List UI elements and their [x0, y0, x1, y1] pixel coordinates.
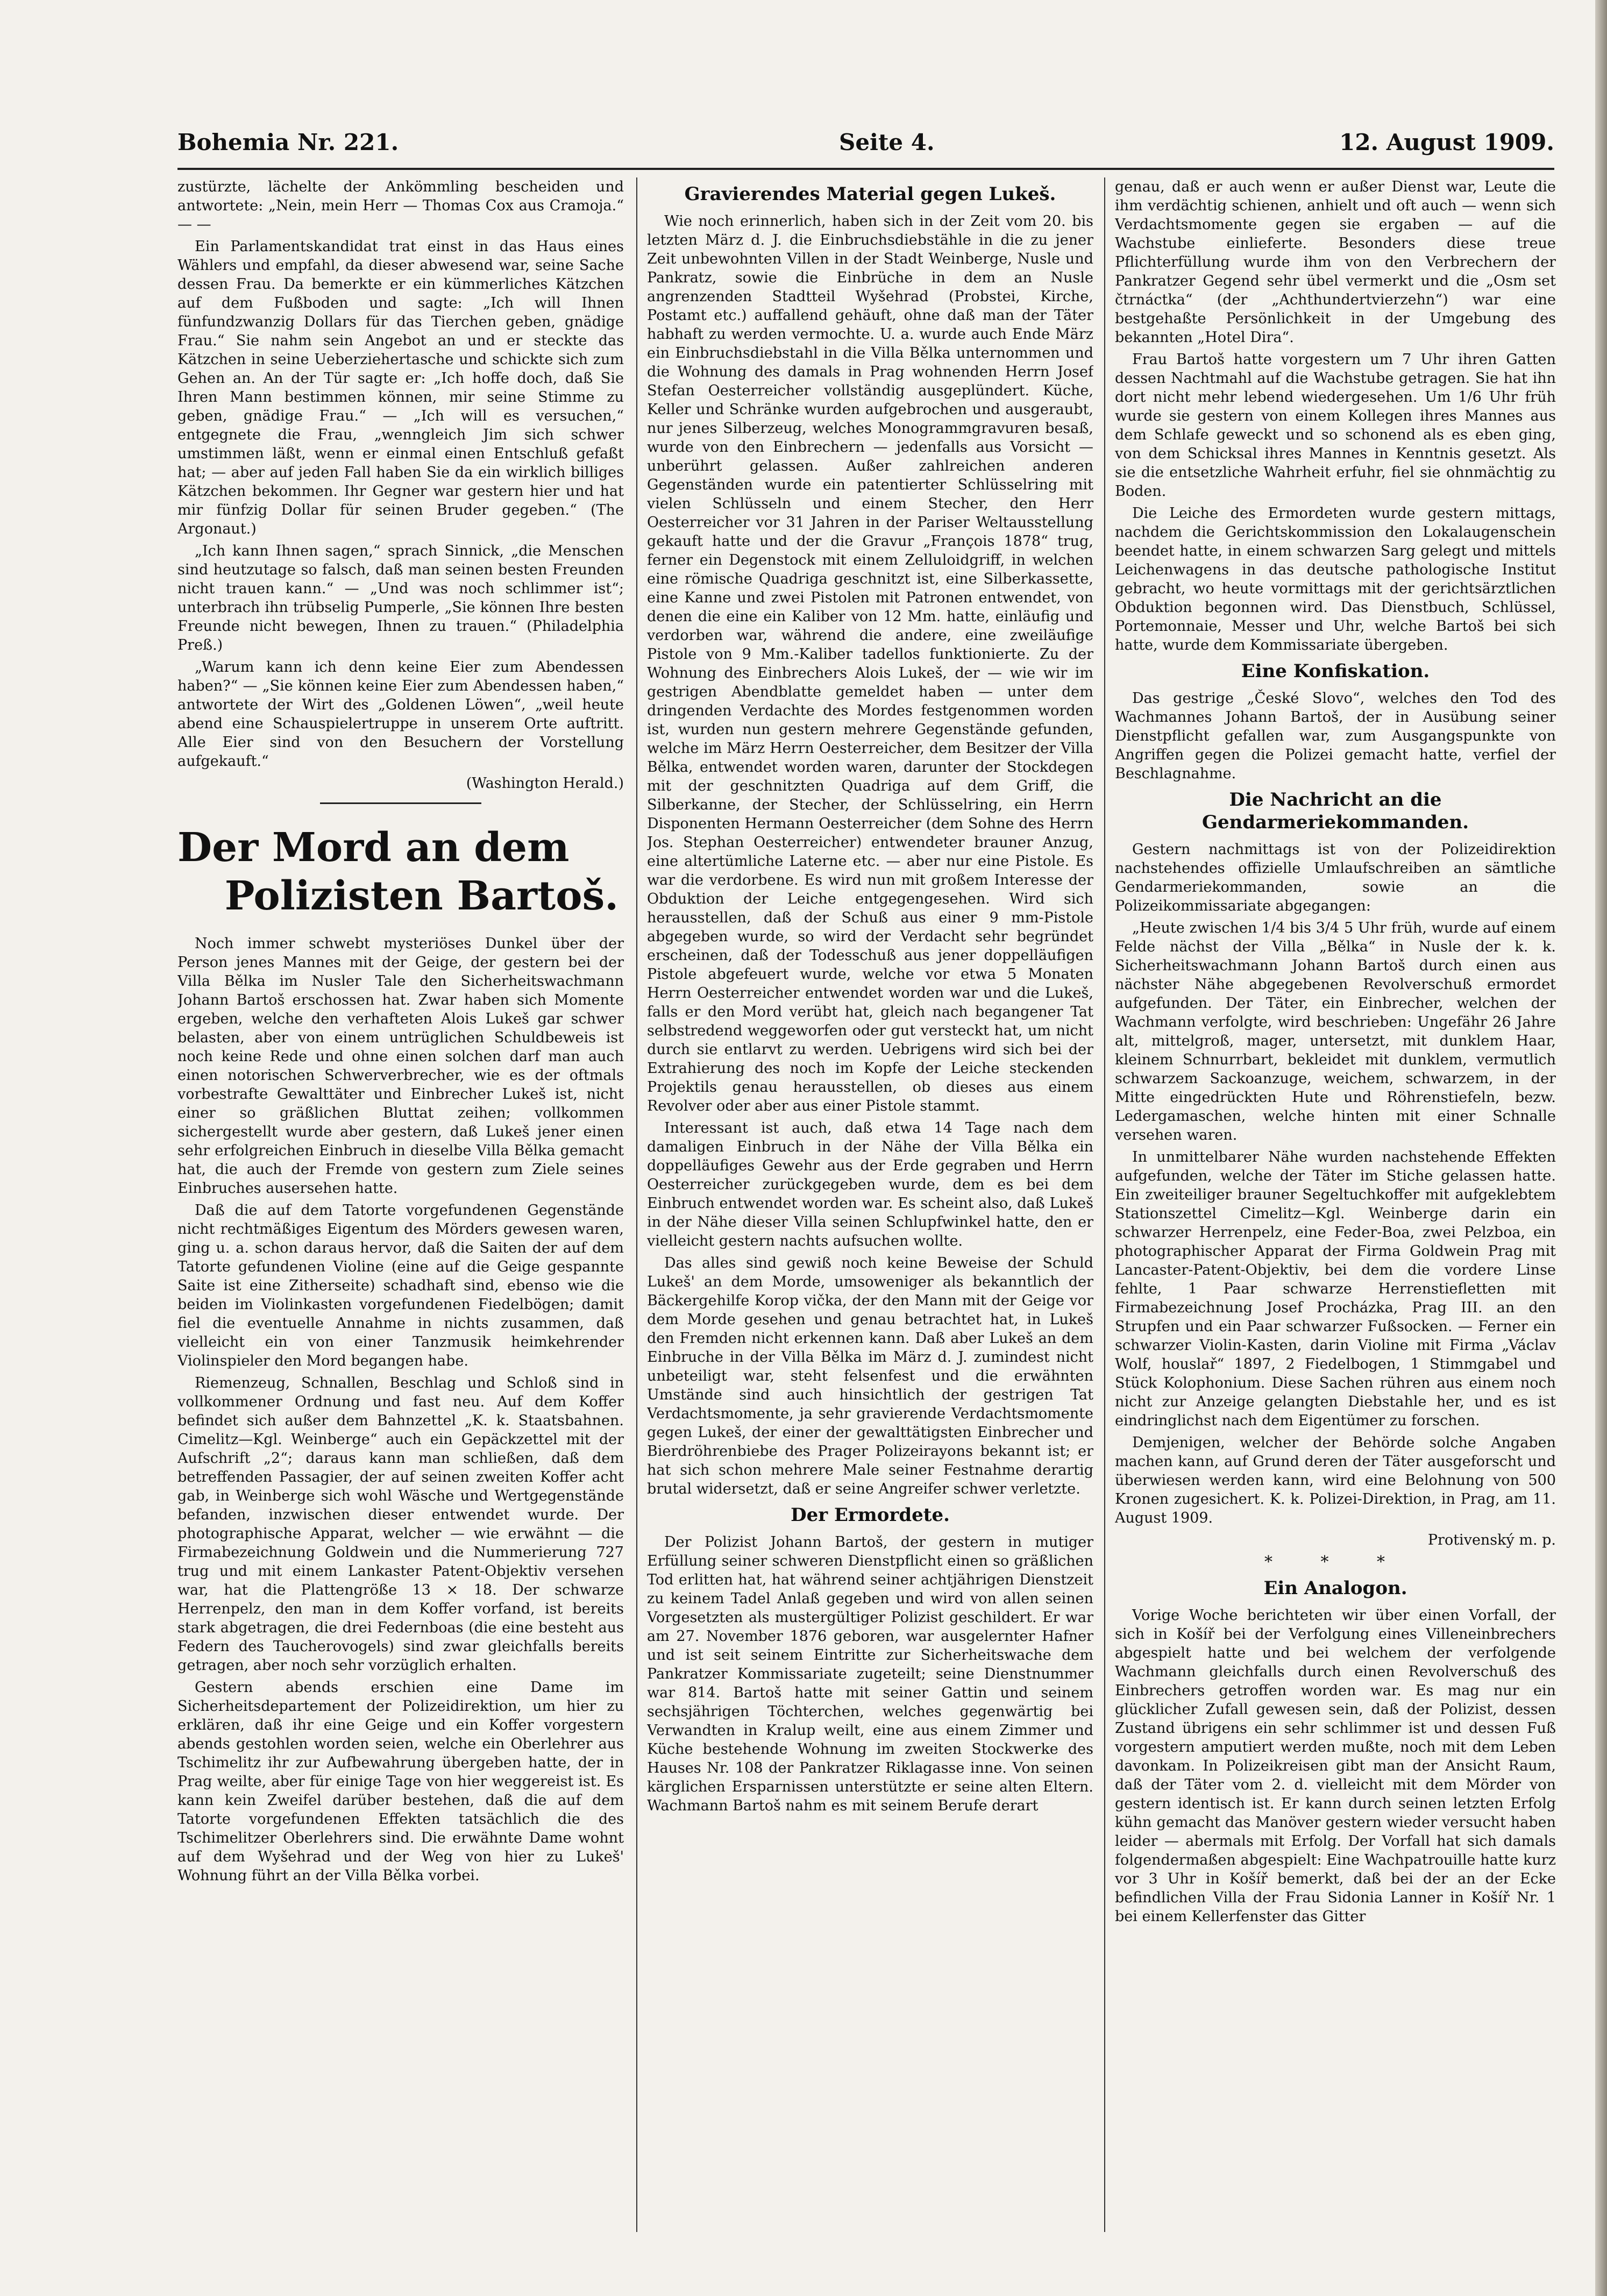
paragraph: Der Polizist Johann Bartoš, der gestern in mutiger Erfüllung seiner schweren Dienstpflicht einen so gräßlichen Tod erlitten hat, hat während seiner achtjährigen Dienstzeit zu keinem Tadel Anlaß gegeben und wird von allen seinen Vorgesetzten als mustergültiger Polizist geschildert. Er war am 27. November 1876 geboren, war ausgelernter Hafner und ist seit seinem Eintritte zur Sicherheitswache dem Pankratzer Kommissariate zugeteilt; seine Dienstnummer war 814. Bartoš hatte mit seiner Gattin und seinem sechsjährigen Töchterchen, welches gegenwärtig bei Verwandten in Kralup weilt, eine aus einem Zimmer und Küche bestehende Wohnung im zweiten Stockwerke des Hauses Nr. 108 der Pankratzer Riklagasse inne. Von seinen kärglichen Ersparnissen unterstützte er seine alten Eltern. Wachmann Bartoš nahm es mit seinem Berufe derart — [647, 1534, 1093, 1814]
section-heading: Gravierendes Material gegen Lukeš. — [684, 183, 1056, 205]
paragraph: Demjenigen, welcher der Behörde solche Angaben machen kann, auf Grund deren der Täter ausgeforscht und überwiesen werden kann, wird eine Belohnung von 500 Kronen zugesichert. K. k. Polizei-Direktion, in Prag, am 11. August 1909. — [1115, 1434, 1556, 1526]
section-rule — [320, 802, 481, 804]
paragraph: In unmittelbarer Nähe wurden nachstehende Effekten aufgefunden, welche der Täter im Stiche gelassen hatte. Ein zweiteiliger brauner Segeltuchkoffer mit aufgeklebtem Stationszettel Cimelitz—Kgl. Weinberge darin ein schwarzer Herrenpelz, eine Feder-Boa, zwei Pelzboa, ein photographischer Apparat der Firma Goldwein Prag mit Lancaster-Patent-Objektiv, bei dem die vordere Linse fehlte, 1 Paar schwarze Herrenstiefletten mit Firmabezeichnung Josef Procházka, Prag III. an den Strupfen und ein Paar schwarzer Fußsocken. — Ferner ein schwarzer Violin-Kasten, darin Violine mit Firma „Václav Wolf, houslař“ 1897, 2 Fiedelbogen, 1 Stimmgabel und Stück Kolophonium. Diese Sachen rühren aus einem noch nicht zur Anzeige gelangten Diebstahle her, und es ist eindringlichst nach dem Eigentümer zu forschen. — [1115, 1149, 1556, 1429]
article-title-line-2: Polizisten Bartoš. — [224, 873, 618, 919]
paragraph: Ein Parlamentskandidat trat einst in das Haus eines Wählers und empfahl, da dieser abwesend war, seine Sache dessen Frau. Da bemerkte er ein kümmerliches Kätzchen auf dem Fußboden und sagte: „Ich will Ihnen fünfundzwanzig Dollars für das Tierchen geben, gnädige Frau.“ Sie nahm sein Angebot an und er steckte das Kätzchen in seine Ueberziehertasche und schickte sich zum Gehen an. An der Tür sagte er: „Ich hoffe doch, daß Sie Ihren Mann bestimmen können, mir seine Stimme zu geben, gnädige Frau.“ — „Ich will es versuchen,“ entgegnete die Frau, „wenngleich Jim sich schwer umstimmen läßt, wenn er einmal einen Entschluß gefaßt hat; — aber auf jeden Fall haben Sie da ein wirklich billiges Kätzchen bekommen. Ihr Gegner war gestern hier und hat mir fünfzig Dollar für seinen Bruder gegeben.“ (The Argonaut.) — [177, 238, 624, 537]
paragraph: Die Leiche des Ermordeten wurde gestern mittags, nachdem die Gerichtskommission den Lokalaugenschein beendet hatte, in einem schwarzen Sarg gelegt und mittels Leichenwagens in das deutsche pathologische Institut gebracht, wo heute vormittags mit der gerichtsärztlichen Obduktion begonnen wird. Das Dienstbuch, Schlüssel, Portemonnaie, Messer und Uhr, welche Bartoš bei sich hatte, wurde dem Kommissariate übergeben. — [1115, 505, 1556, 653]
paragraph: Frau Bartoš hatte vorgestern um 7 Uhr ihren Gatten dessen Nachtmahl auf die Wachstube getragen. Sie hat ihn dort nicht mehr lebend wiedergesehen. Um 1/6 Uhr früh wurde sie gestern von einem Kollegen ihres Mannes aus dem Schlafe geweckt und so schonend als es eben ging, von dem Schicksal ihres Mannes in Kenntnis gesetzt. Als sie die entsetzliche Wahrheit erfuhr, fiel sie ohnmächtig zu Boden. — [1115, 351, 1556, 500]
header-page-number: Seite 4. — [839, 129, 935, 155]
page-header — [177, 129, 1554, 167]
section-heading: Eine Konfiskation. — [1241, 660, 1430, 682]
article-title-line-1: Der Mord an dem — [177, 824, 570, 871]
paragraph: Das gestrige „České Slovo“, welches den Tod des Wachmannes Johann Bartoš, der in Ausübung seiner Dienstpflicht gefallen war, zum Ausgangspunkte von Angriffen gegen die Polizei gemacht hatte, verfiel der Beschlagnahme. — [1115, 690, 1556, 782]
column-divider — [1104, 177, 1105, 2232]
article-title — [177, 823, 624, 920]
section-heading: Der Ermordete. — [791, 1504, 950, 1526]
paragraph: Vorige Woche berichteten wir über einen Vorfall, der sich in Košíř bei der Verfolgung eines Villeneinbrechers abgespielt hatte und bei welchem der verfolgende Wachmann gleichfalls durch einen Revolverschuß des Einbrechers getroffen worden war. Es mag nur ein glücklicher Zufall gewesen sein, daß der Polizist, dessen Zustand übrigens ein sehr schlimmer ist und dessen Fuß vorgestern amputiert werden mußte, noch mit dem Leben davonkam. In Polizeikreisen gibt man der Ansicht Raum, daß der Täter vom 2. d. vielleicht mit dem Mörder von gestern identisch ist. Er kann durch seinen letzten Erfolg kühn gemacht das Manöver gestern wieder versucht haben leider — abermals mit Erfolg. Der Vorfall hat sich damals folgendermaßen abgespielt: Eine Wachpatrouille hatte kurz vor 3 Uhr in Košíř bemerkt, daß bei der an der Ecke befindlichen Villa der Frau Sidonia Lanner in Košíř Nr. 1 bei einem Kellerfenster das Gitter — [1115, 1607, 1556, 1925]
column-1 — [177, 177, 624, 2232]
paragraph: Gestern abends erschien eine Dame im Sicherheitsdepartement der Polizeidirektion, um hier zu erklären, daß ihr eine Geige und ein Koffer vorgestern abends gestohlen worden seien, welche ein Oberlehrer aus Tschimelitz ihr zur Aufbewahrung übergeben hatte, der in Prag weilte, aber für einige Tage von hier weggereist ist. Es kann kein Zweifel darüber bestehen, daß die auf dem Tatorte vorgefundenen Effekten tatsächlich die des Tschimelitzer Oberlehrers sind. Die erwähnte Dame wohnt auf dem Wyšehrad und der Weg von hier zu Lukeš' Wohnung führt an der Villa Bělka vorbei. — [177, 1679, 624, 1884]
paragraph: Gestern nachmittags ist von der Polizeidirektion nachstehendes offizielle Umlaufschreiben an sämtliche Gendarmeriekommanden, sowie an die Polizeikommissariate abgegangen: — [1115, 841, 1556, 914]
section-heading: Die Nachricht an die Gendarmeriekommanden. — [1201, 789, 1469, 833]
paragraph: Riemenzeug, Schnallen, Beschlag und Schloß sind in vollkommener Ordnung und fast neu. Auf dem Koffer befindet sich außer dem Bahnzettel „K. k. Staatsbahnen. Cimelitz—Kgl. Weinberge“ auch ein Gepäckzettel mit der Aufschrift „2“; daraus kann man schließen, daß dem betreffenden Passagier, der auf seinen zweiten Koffer acht gab, in Weinberge sich wohl Wäsche und Wertgegenstände befanden, inzwischen dieser entwendet wurde. Der photographische Apparat, welcher — wie erwähnt — die Firmabezeichnung Goldwein und die Nummerierung 727 trug und mit einem Lankaster Patent-Objektiv versehen war, hat die Plattengröße 13 × 18. Der schwarze Herrenpelz, den man in dem Koffer vorfand, ist bereits stark abgetragen, die drei Federnboas (die eine besteht aus Federn des Taucherovogels) sind zwar gleichfalls bereits getragen, aber noch sehr vorzüglich erhalten. — [177, 1375, 624, 1674]
signature: Protivenský m. p. — [1427, 1532, 1556, 1548]
column-3 — [1115, 177, 1556, 2232]
paragraph: Daß die auf dem Tatorte vorgefundenen Gegenstände nicht rechtmäßiges Eigentum des Mörders gewesen waren, ging u. a. schon daraus hervor, daß die Saiten der auf dem Tatorte gefundenen Violine (eine auf die Geige gespannte Saite ist eine Zitherseite) schadhaft sind, ebenso wie die beiden im Violinkasten vorgefundenen Fiedelbögen; damit fiel die eventuelle Annahme in nichts zusammen, daß vielleicht ein von einer Tanzmusik heimkehrender Violinspieler den Mord begangen habe. — [177, 1202, 624, 1369]
header-rule — [177, 168, 1554, 170]
paragraph: „Heute zwischen 1/4 bis 3/4 5 Uhr früh, wurde auf einem Felde nächst der Villa „Bělka“ in Nusle der k. k. Sicherheitswachmann Johann Bartoš durch einen aus nächster Nähe abgegebenen Revolverschuß ermordet aufgefunden. Der Täter, ein Einbrecher, welchen der Wachmann verfolgte, wird beschrieben: Ungefähr 26 Jahre alt, mittelgroß, mager, untersetzt, mit dunklem Haar, kleinem Schnurrbart, bekleidet mit dunklem, vermutlich schwarzem Sackoanzuge, weichem, schwarzem, in der Mitte eingedrückten Hute und Röhrenstiefeln, bezw. Ledergamaschen, welche hinten mit einer Schnalle versehen waren. — [1115, 920, 1556, 1143]
paragraph: zustürzte, lächelte der Ankömmling bescheiden und antwortete: „Nein, mein Herr — Thomas Cox aus Cramoja.“ — — — [177, 179, 624, 233]
column-2 — [647, 177, 1093, 2232]
header-date: 12. August 1909. — [1339, 129, 1554, 155]
paragraph: genau, daß er auch wenn er außer Dienst war, Leute die ihm verdächtig schienen, anhielt und oft auch — wenn sich Verdachtsmomente gegen sie ergaben — auf die Wachstube einlieferte. Besonders diese treue Pflichterfüllung wurde ihm von den Verbrechern der Pankratzer Gegend sehr übel vermerkt und die „Osm set čtrnáctka“ (der „Achthundertvierzehn“) war eine bestgehaßte Persönlichkeit in der Umgebung des bekannten „Hotel Dira“. — [1115, 179, 1556, 346]
column-divider — [636, 177, 637, 2232]
paragraph: Noch immer schwebt mysteriöses Dunkel über der Person jenes Mannes mit der Geige, der gestern bei der Villa Bělka im Nusler Tale den Sicherheitswachmann Johann Bartoš erschossen hat. Zwar haben sich Momente ergeben, welche den verhafteten Alois Lukeš gar schwer belasten, aber von einem untrüglichen Schuldbeweis ist noch keine Rede und ohne einen solchen darf man auch einen notorischen Schwerverbrecher, wie es der oftmals vorbestrafte Gewalttäter und Einbrecher Lukeš ist, nicht einer so gräßlichen Bluttat zeihen; vollkommen sichergestellt wurde aber gestern, daß Lukeš jener einen sehr erfolgreichen Einbruch in dieselbe Villa Bělka gemacht hat, die auch der Fremde von gestern zum Ziele seines Einbruches ausersehen hatte. — [177, 935, 624, 1197]
section-heading: Ein Analogon. — [1263, 1577, 1407, 1599]
header-masthead: Bohemia Nr. 221. — [177, 129, 399, 155]
source-credit: (Washington Herald.) — [466, 775, 624, 792]
paragraph: „Ich kann Ihnen sagen,“ sprach Sinnick, „die Menschen sind heutzutage so falsch, daß man seinen besten Freunden nicht trauen kann.“ — „Und was noch schlimmer ist“; unterbrach ihn trübselig Pumperle, „Sie können Ihre besten Freunde nicht bewegen, Ihnen zu trauen.“ (Philadelphia Preß.) — [177, 543, 624, 653]
scan-edge — [1595, 0, 1607, 2296]
paragraph: „Warum kann ich denn keine Eier zum Abendessen haben?“ — „Sie können keine Eier zum Abendessen haben,“ antwortete der Wirt des „Goldenen Löwen“, „weil heute abend eine Schauspielertruppe in unserem Orte auftritt. Alle Eier sind von den Besuchern der Vorstellung aufgekauft.“ — [177, 659, 624, 770]
paragraph: Wie noch erinnerlich, haben sich in der Zeit vom 20. bis letzten März d. J. die Einbruchsdiebstähle in die zu jener Zeit unbewohnten Villen in der Stadt Weinberge, Nusle und Pankratz, sowie die Einbrüche in dem an Nusle angrenzenden Stadtteil Wyšehrad (Probstei, Kirche, Postamt etc.) auffallend gehäuft, ohne daß man der Täter habhaft zu werden vermochte. U. a. wurde auch Ende März ein Einbruchsdiebstahl in die Villa Bělka unternommen und die Wohnung des damals in Prag wohnenden Herrn Josef Stefan Oesterreicher vollständig ausgeplündert. Küche, Keller und Schränke wurden aufgebrochen und ausgeraubt, nur jenes Silberzeug, welches Monogrammgravuren besaß, wurde von den Einbrechern — jedenfalls aus Vorsicht — unberührt gelassen. Außer zahlreichen anderen Gegenständen wurde ein patentierter Schlüsselring mit vielen Schlüsseln und einem Stecher, den Herr Oesterreicher vor 31 Jahren in der Pariser Weltausstellung gekauft hatte und der die Gravur „François 1878“ trug, ferner ein Degenstock mit einem Zelluloidgriff, in welchen eine römische Quadriga geschnitzt ist, eine Silberkassette, eine Kanne und zwei Pistolen mit Patronen entwendet, von denen die eine ein Kaliber von 12 Mm. hatte, einläufig und verdorben war, während die andere, eine zweiläufige Pistole von 9 Mm.-Kaliber tadellos funktionierte. Zu der Wohnung des Einbrechers Alois Lukeš, der — wie wir im gestrigen Abendblatte gemeldet haben — unter dem dringenden Verdachte des Mordes festgenommen worden ist, wurden nun gestern mehrere Gegenstände gefunden, welche im März Herrn Oesterreicher, dem Besitzer der Villa Bělka, entwendet worden waren, darunter der Stockdegen mit der geschnitzten Quadriga auf dem Griff, die Silberkanne, der Stecher, der Schlüsselring, ein Herrn Disponenten Hermann Oesterreicher (dem Sohne des Herrn Jos. Stephan Oesterreicher) entwendeter brauner Anzug, eine altertümliche Laterne etc. — aber nur eine Pistole. Es war die verdorbene. Es wird nun mit großem Interesse der Obduktion der Leiche entgegengesehen. Wird sich herausstellen, daß der Schuß aus einer 9 mm-Pistole abgegeben wurde, so wird der Verdacht sehr begründet erscheinen, daß der Todesschuß aus jener doppelläufigen Pistole abgefeuert wurde, welche vor etwa 5 Monaten Herrn Oesterreicher entwendet worden war und die Lukeš, falls er den Mord verübt hat, gleich nach begangener Tat selbstredend weggeworfen oder gut versteckt hat, um nicht durch sie entlarvt zu werden. Uebrigens wird sich bei der Extrahierung des noch im Kopfe der Leiche steckenden Projektils genau herausstellen, ob dieses aus einem Revolver oder aber aus einer Pistole stammt. — [647, 213, 1093, 1114]
section-separator: * * * — [1264, 1553, 1407, 1572]
paragraph: Das alles sind gewiß noch keine Beweise der Schuld Lukeš' an dem Morde, umsoweniger als bekanntlich der Bäckergehilfe Korop vička, der den Mann mit der Geige vor dem Morde gesehen und genau betrachtet hat, in Lukeš den Fremden nicht erkennen kann. Daß aber Lukeš an dem Einbruche in der Villa Bělka im März d. J. zumindest nicht unbeteiligt war, steht felsenfest und die erwähnten Umstände sind auch hinsichtlich der gestrigen Tat Verdachtsmomente, ja sehr gravierende Verdachtsmomente gegen Lukeš, der einer der gewalttätigsten Einbrecher und Bierdröhrenbiebe des Prager Polizeirayons bekannt ist; er hat sich schon mehrere Male seiner Festnahme derartig brutal widersetzt, daß er seine Angreifer schwer verletzte. — [647, 1255, 1093, 1497]
paragraph: Interessant ist auch, daß etwa 14 Tage nach dem damaligen Einbruch in der Nähe der Villa Bělka ein doppelläufiges Gewehr aus der Erde gegraben und Herrn Oesterreicher zurückgegeben wurde, dem es bei dem Einbruch entwendet worden war. Es scheint also, daß Lukeš in der Nähe dieser Villa seinen Schlupfwinkel hatte, den er vielleicht gestern nachts aufsuchen wollte. — [647, 1120, 1093, 1249]
